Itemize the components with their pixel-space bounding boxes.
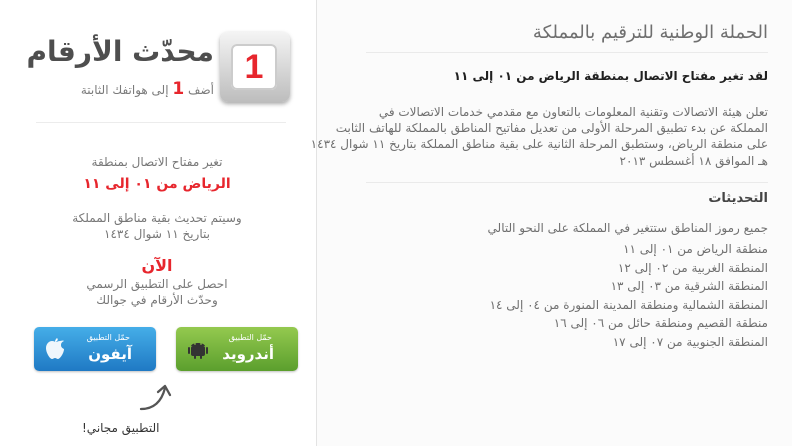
curved-arrow-icon (138, 382, 173, 415)
campaign-panel (310, 0, 792, 446)
app-logo-block (28, 20, 300, 112)
promo-line-2: الرياض من ٠١ إلى ١١ (83, 176, 231, 192)
app-logo-icon (220, 32, 290, 102)
announcement-line-2: المملكة عن بدء تطبيق المرحلة الأولى من تعديل مفاتيح المناطق بالمملكة للهاتف الثابت (335, 121, 768, 135)
android-icon (186, 338, 210, 360)
android-small-label: حمّل التطبيق (228, 333, 272, 342)
iphone-big-label: آيفون (88, 345, 132, 363)
promo-panel (0, 0, 317, 446)
promo-line-1: تغير مفتاح الاتصال بمنطقة (91, 155, 223, 169)
app-subtitle-prefix: أضف (188, 83, 214, 97)
promo-line-4: بتاريخ ١١ شوال ١٤٣٤ (104, 227, 210, 241)
updates-divider (366, 182, 768, 183)
updates-heading: التحديثات (708, 191, 768, 206)
apple-icon (44, 338, 68, 360)
app-subtitle-suffix: إلى هواتفك الثابتة (80, 83, 169, 97)
updates-intro: جميع رموز المناطق ستتغير في المملكة على النحو التالي (487, 221, 768, 235)
announcement-line-1: تعلن هيئة الاتصالات وتقنية المعلومات بالتعاون مع مقدمي خدمات الاتصالات في (378, 105, 768, 119)
updates-list (490, 240, 768, 351)
announcement-title: لقد تغير مفتاح الاتصال بمنطقة الرياض من ٠١ إلى ١١ (453, 69, 768, 83)
app-logo-digit: 1 (231, 44, 277, 90)
app-title: محدّث الأرقام (26, 35, 214, 68)
iphone-small-label: حمّل التطبيق (86, 333, 130, 342)
update-item-4: المنطقة الشمالية ومنطقة المدينة المنورة من ٠٤ إلى ١٤ (489, 297, 768, 312)
promo-line-5: الآن (141, 256, 173, 275)
promo-line-7: وحدّث الأرقام في جوالك (96, 293, 218, 307)
promo-line-6: احصل على التطبيق الرسمي (86, 277, 228, 291)
free-app-note: التطبيق مجاني! (82, 421, 160, 435)
campaign-heading: الحملة الوطنية للترقيم بالمملكة (532, 22, 768, 43)
android-download-button[interactable] (176, 327, 298, 371)
update-item-5: منطقة القصيم ومنطقة حائل من ٠٦ إلى ١٦ (553, 316, 768, 330)
announcement-line-3: على منطقة الرياض، وستطبق المرحلة الثانية على بقية مناطق المملكة بتاريخ ١١ شوال ١٤٣٤ (310, 137, 768, 151)
announcement-line-4: هـ الموافق ١٨ أغسطس ٢٠١٣ (619, 154, 768, 168)
app-subtitle (81, 80, 214, 99)
android-big-label: أندرويد (222, 345, 274, 363)
promo-divider (36, 122, 286, 123)
update-item-6: المنطقة الجنوبية من ٠٧ إلى ١٧ (612, 334, 768, 349)
update-item-1: منطقة الرياض من ٠١ إلى ١١ (623, 242, 768, 256)
app-subtitle-number: 1 (172, 79, 185, 99)
promo-line-3: وسيتم تحديث بقية مناطق المملكة (72, 211, 242, 225)
update-item-3: المنطقة الشرقية من ٠٣ إلى ١٣ (610, 279, 768, 293)
iphone-download-button[interactable] (34, 327, 156, 371)
heading-divider (366, 52, 768, 53)
update-item-2: المنطقة الغربية من ٠٢ إلى ١٢ (617, 260, 768, 275)
